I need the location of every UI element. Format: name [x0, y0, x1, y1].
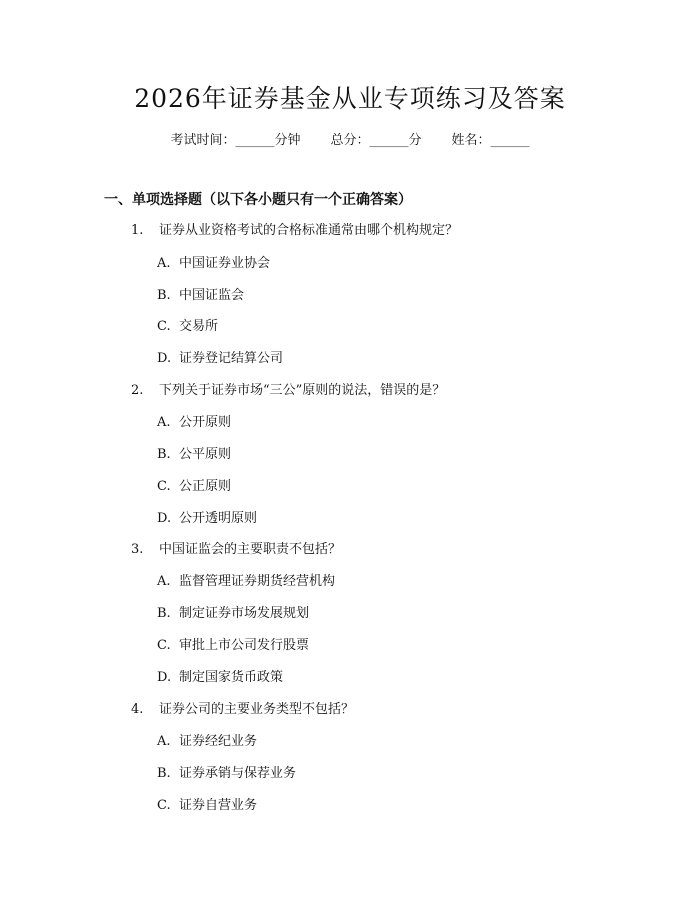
option-text: 证券自营业务 — [179, 798, 258, 813]
question-number: 1. — [131, 223, 144, 238]
option-letter: B. — [157, 766, 171, 781]
option-letter: A. — [157, 256, 171, 271]
option-letter: C. — [157, 638, 171, 653]
option-letter: C. — [157, 319, 171, 334]
total-score-field: 总分：______分 — [330, 133, 422, 148]
question-number: 2. — [131, 383, 144, 398]
option-text: 公平原则 — [179, 447, 232, 462]
question-1-option-d — [157, 350, 283, 368]
question-2-option-b — [157, 446, 231, 464]
question-text: 中国证监会的主要职责不包括？ — [159, 542, 342, 557]
question-text: 证券从业资格考试的合格标准通常由哪个机构规定？ — [159, 223, 459, 238]
option-text: 中国证券业协会 — [179, 256, 271, 271]
option-text: 制定国家货币政策 — [179, 670, 284, 685]
question-2 — [131, 382, 445, 400]
option-text: 证券登记结算公司 — [179, 351, 284, 366]
option-text: 交易所 — [179, 319, 219, 334]
question-4-option-a — [157, 733, 257, 751]
question-3-option-d — [157, 669, 283, 687]
exam-meta-line — [0, 132, 700, 150]
option-letter: C. — [157, 479, 171, 494]
option-text: 证券承销与保荐业务 — [179, 766, 297, 781]
question-1 — [131, 222, 458, 240]
question-3-option-a — [157, 573, 335, 591]
option-letter: A. — [157, 415, 171, 430]
question-4-option-b — [157, 765, 296, 783]
question-1-option-a — [157, 255, 270, 273]
option-letter: D. — [157, 511, 172, 526]
option-text: 制定证券市场发展规划 — [179, 606, 310, 621]
question-3 — [131, 541, 341, 559]
question-number: 4. — [131, 702, 144, 717]
question-text: 下列关于证券市场“三公”原则的说法，错误的是？ — [159, 383, 446, 398]
section-heading-single-choice: 一、单项选择题（以下各小题只有一个正确答案） — [104, 192, 412, 208]
option-letter: A. — [157, 574, 171, 589]
option-letter: B. — [157, 288, 171, 303]
question-2-option-d — [157, 510, 257, 528]
option-letter: A. — [157, 734, 171, 749]
option-letter: C. — [157, 798, 171, 813]
name-field: 姓名：______ — [451, 133, 530, 148]
question-3-option-c — [157, 637, 309, 655]
option-text: 公开透明原则 — [179, 511, 258, 526]
question-2-option-c — [157, 478, 231, 496]
question-1-option-b — [157, 287, 244, 305]
question-3-option-b — [157, 605, 309, 623]
option-text: 公开原则 — [179, 415, 232, 430]
option-letter: D. — [157, 670, 172, 685]
option-letter: B. — [157, 606, 171, 621]
option-text: 证券经纪业务 — [179, 734, 258, 749]
exam-time-field: 考试时间：______分钟 — [170, 133, 301, 148]
question-number: 3. — [131, 542, 144, 557]
question-1-option-c — [157, 318, 218, 336]
option-letter: B. — [157, 447, 171, 462]
option-text: 监督管理证券期货经营机构 — [179, 574, 336, 589]
question-2-option-a — [157, 414, 231, 432]
option-text: 中国证监会 — [179, 288, 245, 303]
option-text: 审批上市公司发行股票 — [179, 638, 310, 653]
document-title: 2026年证券基金从业专项练习及答案 — [134, 84, 566, 113]
question-4 — [131, 701, 354, 719]
option-text: 公正原则 — [179, 479, 232, 494]
question-4-option-c — [157, 797, 257, 815]
question-text: 证券公司的主要业务类型不包括？ — [159, 702, 355, 717]
option-letter: D. — [157, 351, 172, 366]
